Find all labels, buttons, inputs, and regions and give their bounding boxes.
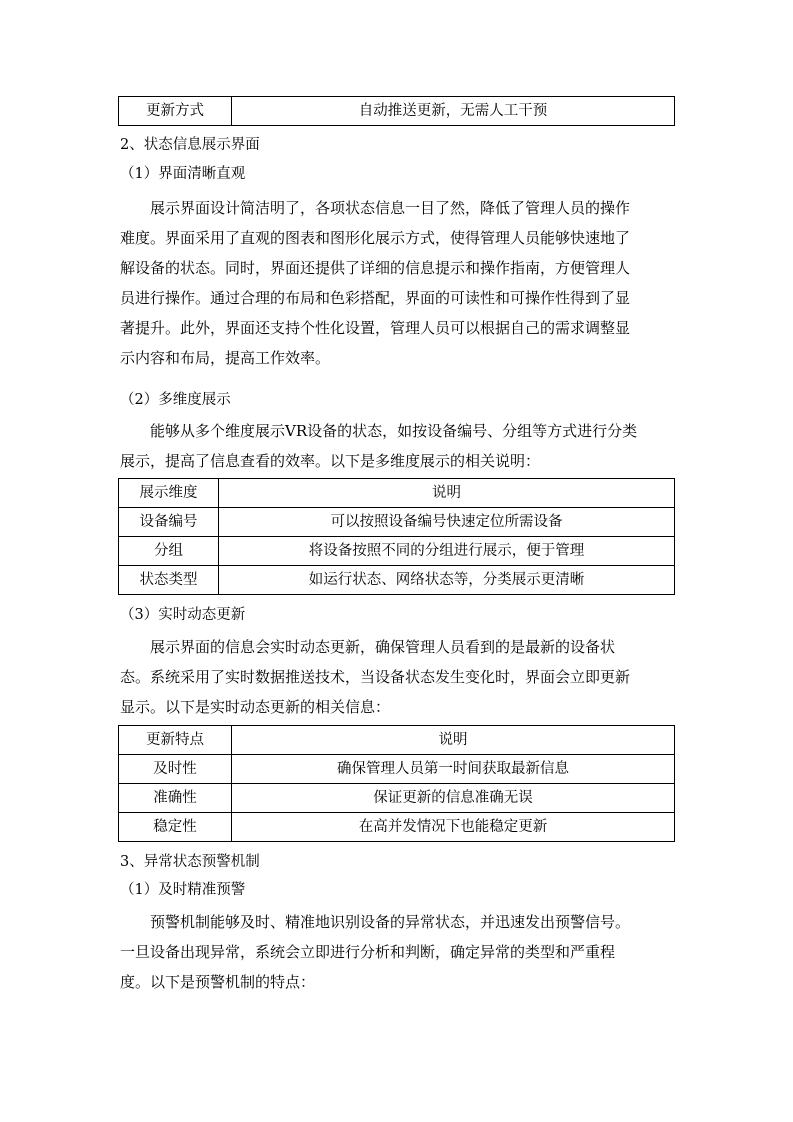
table-cell: 准确性 (119, 784, 232, 813)
paragraph-line: 展示界面设计简洁明了，各项状态信息一目了然，降低了管理人员的操作 (150, 199, 631, 217)
section-2-1-title: （1）界面清晰直观 (120, 166, 246, 182)
section-2-2-paragraph (120, 416, 676, 476)
table-cell: 设备编号 (119, 508, 219, 537)
paragraph-line: 预警机制能够及时、精准地识别设备的异常状态，并迅速发出预警信号。 (150, 913, 631, 931)
table-header-cell: 说明 (232, 726, 675, 755)
section-3-1-title: （1）及时精准预警 (120, 882, 246, 898)
table-row (119, 537, 675, 566)
paragraph-line: 解设备的状态。同时，界面还提供了详细的信息提示和操作指南，方便管理人 (120, 259, 631, 277)
section-3-heading: 3、异常状态预警机制 (120, 854, 260, 870)
paragraph-line: 展示界面的信息会实时动态更新，确保管理人员看到的是最新的设备状 (150, 638, 616, 656)
table-cell: 在高并发情况下也能稳定更新 (232, 813, 675, 842)
table-cell: 如运行状态、网络状态等，分类展示更清晰 (219, 566, 675, 595)
update-method-table (118, 96, 675, 126)
paragraph-line: 能够从多个维度展示VR设备的状态，如按设备编号、分组等方式进行分类 (150, 422, 638, 440)
table-cell: 确保管理人员第一时间获取最新信息 (232, 755, 675, 784)
table-cell: 稳定性 (119, 813, 232, 842)
table-cell: 状态类型 (119, 566, 219, 595)
table-header-cell: 更新特点 (119, 726, 232, 755)
section-2-3-paragraph (120, 632, 676, 722)
table-cell: 更新方式 (119, 97, 232, 126)
table-cell: 及时性 (119, 755, 232, 784)
paragraph-line: 员进行操作。通过合理的布局和色彩搭配，界面的可读性和可操作性得到了显 (120, 289, 631, 307)
table-cell: 自动推送更新，无需人工干预 (232, 97, 675, 126)
paragraph-line: 一旦设备出现异常，系统会立即进行分析和判断，确定异常的类型和严重程 (120, 943, 616, 961)
paragraph-line: 度。以下是预警机制的特点： (120, 973, 316, 991)
table-row (119, 813, 675, 842)
table-row (119, 784, 675, 813)
paragraph-line: 难度。界面采用了直观的图表和图形化展示方式，使得管理人员能够快速地了 (120, 229, 631, 247)
section-3-1-paragraph (120, 907, 676, 997)
realtime-update-table (118, 725, 675, 842)
table-header-cell: 说明 (219, 479, 675, 508)
table-row (119, 755, 675, 784)
table-header-row (119, 479, 675, 508)
table-header-cell: 展示维度 (119, 479, 219, 508)
section-2-1-paragraph (120, 193, 676, 373)
paragraph-line: 著提升。此外，界面还支持个性化设置，管理人员可以根据自己的需求调整显 (120, 319, 631, 337)
table-row (119, 566, 675, 595)
paragraph-line: 展示，提高了信息查看的效率。以下是多维度展示的相关说明： (120, 452, 541, 470)
section-2-2-title: （2）多维度展示 (120, 392, 231, 408)
table-header-row (119, 726, 675, 755)
multi-dimension-table (118, 478, 675, 595)
table-cell: 保证更新的信息准确无误 (232, 784, 675, 813)
paragraph-line: 显示。以下是实时动态更新的相关信息： (120, 698, 391, 716)
section-2-heading: 2、状态信息展示界面 (120, 137, 260, 153)
table-cell: 可以按照设备编号快速定位所需设备 (219, 508, 675, 537)
paragraph-line: 态。系统采用了实时数据推送技术，当设备状态发生变化时，界面会立即更新 (120, 668, 631, 686)
section-2-3-title: （3）实时动态更新 (120, 607, 246, 623)
table-cell: 将设备按照不同的分组进行展示，便于管理 (219, 537, 675, 566)
table-row (119, 97, 675, 126)
paragraph-line: 示内容和布局，提高工作效率。 (120, 349, 331, 367)
table-row (119, 508, 675, 537)
table-cell: 分组 (119, 537, 219, 566)
